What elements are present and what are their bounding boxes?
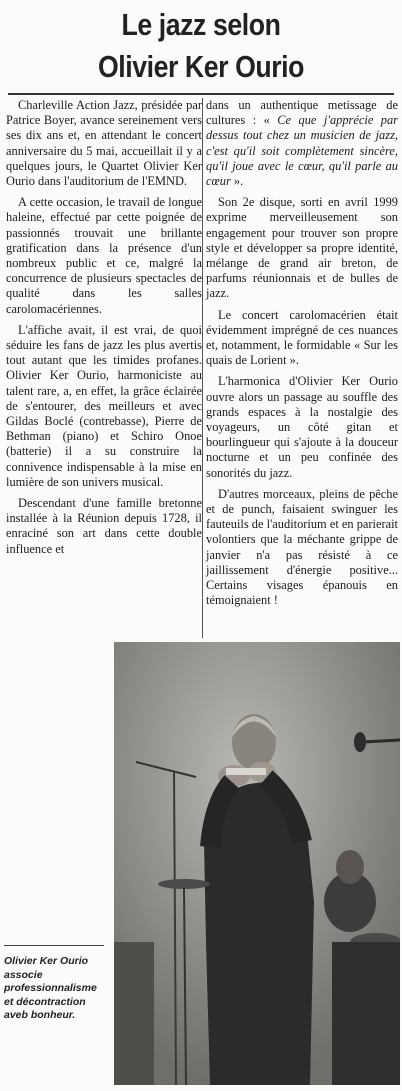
headline-line-2: Olivier Ker Ourio [97, 49, 305, 84]
paragraph: Charleville Action Jazz, présidée par Patrice Boyer, avance sereinement vers ses dix ans et, en attendant le concert anniversaire du 5 mai, accueillait il y a quelques jours, le Quartet Olivier Ker Ourio dans l'auditorium de l'EMND. [6, 98, 202, 189]
caption-rule [4, 945, 104, 946]
concert-photo [114, 642, 400, 1085]
paragraph: A cette occasion, le travail de longue haleine, effectué par cette poignée de passionnés trouvait une brillante gratification dans la présence d'un nombreux public et ce, malgré la concurrence de plusieurs spectacles de qualité dans les salles carolomacériennes. [6, 195, 202, 316]
paragraph [206, 98, 398, 189]
paragraph: L'affiche avait, il est vrai, de quoi séduire les fans de jazz les plus avertis tout autant que les timides profanes. Olivier Ker Ourio, harmoniciste au talent rare, a, en effet, la grâce éclairée de s'entourer, des meilleurs et avec Gildas Boclé (contrebasse), Pierre de Bethman (piano) et Schiro Onoe (batterie) il a su construire la connivence indispensable à la mise en lumière de son univers musical. [6, 322, 202, 489]
harmonica-player-illustration [114, 642, 400, 1085]
paragraph: Le concert carolomacérien était évidemment imprégné de ces nuances et, notamment, le formidable « Sur les quais de Lorient ». [206, 307, 398, 368]
headline-line-1: Le jazz selon [121, 7, 281, 42]
paragraph: Son 2e disque, sorti en avril 1999 exprime merveilleusement son engagement pour trouver son propre style et développer sa propre identité, mélange de grand air breton, de parfums réunionnais et de bulles de jazz. [206, 195, 398, 301]
paragraph: L'harmonica d'Olivier Ker Ourio ouvre alors un passage au souffle des grands espaces à la nostalgie des voyageurs, un côté gitan et bourlingueur qui s'ajoute à la douceur nocturne et un peu confinée des sonorités du jazz. [206, 374, 398, 480]
column-divider [202, 98, 203, 638]
quote-intro: dans un authentique metissage de cultures : « [206, 98, 398, 128]
paragraph: D'autres morceaux, pleins de pêche et de punch, faisaient swinguer les fauteuils de l'auditorium et en parierait volontiers que la méchante grippe de janvier n'a pas résisté à ce jaillissement d'énergie positive... Certains visages épanouis en témoignaient ! [206, 486, 398, 608]
photo-caption: Olivier Ker Ourio associe professionnalisme et décontraction aveb bonheur. [4, 955, 97, 1021]
musician-quote: Ce que j'apprécie par dessus tout chez un musicien de jazz, c'est qu'il soit complètement sincère, qu'il joue avec le cœur, qu'il parle au cœur [206, 113, 398, 189]
article-column-left [6, 98, 202, 563]
paragraph: Descendant d'une famille bretonne installée à la Réunion depuis 1728, il enraciné son art dans cette double influence et [6, 496, 202, 556]
article-headline [28, 4, 374, 88]
article-column-right [206, 98, 398, 615]
quote-end: ». [230, 174, 244, 189]
headline-rule [8, 93, 394, 95]
